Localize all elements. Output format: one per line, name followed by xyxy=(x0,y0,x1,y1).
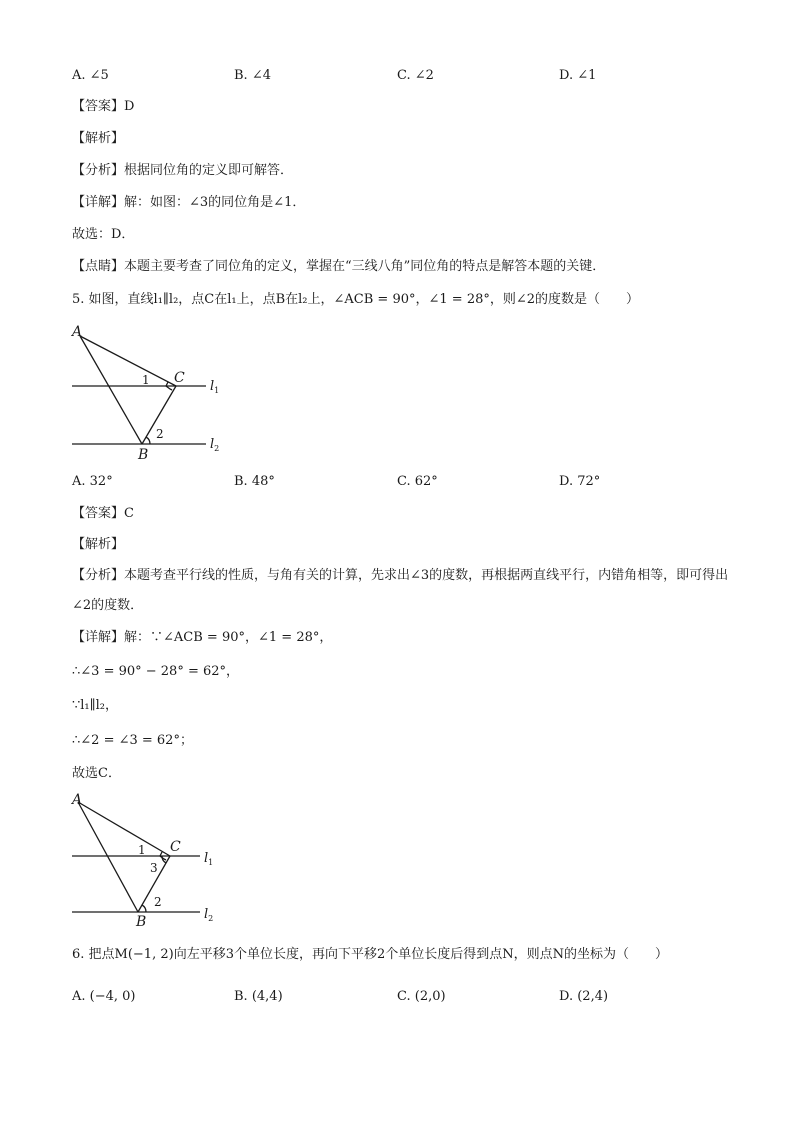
label-b: B xyxy=(136,914,147,930)
q4-option-c: C. ∠2 xyxy=(397,68,434,83)
q6-option-c: C. (2,0) xyxy=(397,989,446,1004)
q5-xiangjie xyxy=(72,629,332,647)
answer-value: C xyxy=(124,506,134,521)
q5-step-3: ∵l₁∥l₂， xyxy=(72,698,119,713)
q5-step-2: ∴∠3 = 90° − 28° = 62°， xyxy=(72,664,240,679)
dianjing-label: 【点睛】 xyxy=(72,259,125,274)
label-l2: $l_2$ xyxy=(204,907,214,923)
xiangjie-text: 解：如图：∠3的同位角是∠1． xyxy=(124,195,306,210)
q4-options xyxy=(72,67,732,85)
q6-option-a: A. (−4, 0) xyxy=(72,989,136,1004)
q4-answer xyxy=(72,98,134,116)
q4-fenxi xyxy=(72,162,293,180)
segment-ac xyxy=(78,802,170,856)
q5-options xyxy=(72,473,732,491)
q4-dianjing xyxy=(72,258,605,276)
label-c: C xyxy=(174,370,185,386)
q5-stem: 5. 如图，直线l₁∥l₂，点C在l₁上，点B在l₂上，∠ACB = 90°，∠1 = 28°，则∠2的度数是（ ） xyxy=(72,292,640,307)
q5-option-d: D. 72° xyxy=(559,474,601,489)
label-3: 3 xyxy=(150,861,158,875)
dianjing-text: 本题主要考查了同位角的定义，掌握在“三线八角”同位角的特点是解答本题的关键． xyxy=(124,259,606,274)
label-l1: $l_1$ xyxy=(210,379,220,395)
q5-option-c: C. 62° xyxy=(397,474,438,489)
q4-analysis-heading: 【解析】 xyxy=(72,131,125,146)
xiangjie-label: 【详解】 xyxy=(72,195,125,210)
label-l1: $l_1$ xyxy=(204,851,214,867)
fenxi-label: 【分析】 xyxy=(72,568,125,583)
q4-option-b: B. ∠4 xyxy=(234,68,271,83)
q4-choose: 故选：D． xyxy=(72,227,135,242)
label-a: A xyxy=(72,792,83,808)
q5-option-b: B. 48° xyxy=(234,474,275,489)
label-b: B xyxy=(138,447,149,463)
q5-option-a: A. 32° xyxy=(72,474,113,489)
q6-option-b: B. (4,4) xyxy=(234,989,283,1004)
step-1: 解：∵∠ACB = 90°，∠1 = 28°， xyxy=(124,630,333,645)
q5-choose: 故选C． xyxy=(72,766,121,781)
answer-value: D xyxy=(124,99,135,114)
fenxi-text: 根据同位角的定义即可解答． xyxy=(124,163,294,178)
q6-stem: 6. 把点M(−1, 2)向左平移3个单位长度，再向下平移2个单位长度后得到点N，则点N的坐标为（ ） xyxy=(72,947,668,962)
label-2: 2 xyxy=(156,427,164,441)
q5-step-4: ∴∠2 = ∠3 = 62°； xyxy=(72,733,193,748)
q5-answer xyxy=(72,505,134,523)
label-c: C xyxy=(170,839,181,855)
q4-option-a: A. ∠5 xyxy=(72,68,109,83)
label-1: 1 xyxy=(142,373,150,387)
q4-option-d: D. ∠1 xyxy=(559,68,597,83)
q5-solution-figure xyxy=(66,790,226,930)
answer-label: 【答案】 xyxy=(72,99,125,114)
xiangjie-label: 【详解】 xyxy=(72,630,125,645)
angle-2-arc xyxy=(146,437,150,444)
q4-xiangjie xyxy=(72,194,305,212)
q6-options xyxy=(72,988,732,1006)
segment-ab xyxy=(78,802,138,912)
q6-option-d: D. (2,4) xyxy=(559,989,609,1004)
q5-analysis-heading: 【解析】 xyxy=(72,537,125,552)
fenxi-label: 【分析】 xyxy=(72,163,125,178)
q5-fenxi xyxy=(72,561,736,621)
label-2: 2 xyxy=(154,895,162,909)
label-a: A xyxy=(72,324,83,340)
answer-label: 【答案】 xyxy=(72,506,125,521)
fenxi-text: 本题考查平行线的性质，与角有关的计算，先求出∠3的度数，再根据两直线平行，内错角相等，即可得出∠2的度数． xyxy=(72,568,729,613)
label-l2: $l_2$ xyxy=(210,437,220,453)
angle-2-arc xyxy=(142,905,146,912)
label-1: 1 xyxy=(138,843,146,857)
q5-figure xyxy=(66,320,226,463)
